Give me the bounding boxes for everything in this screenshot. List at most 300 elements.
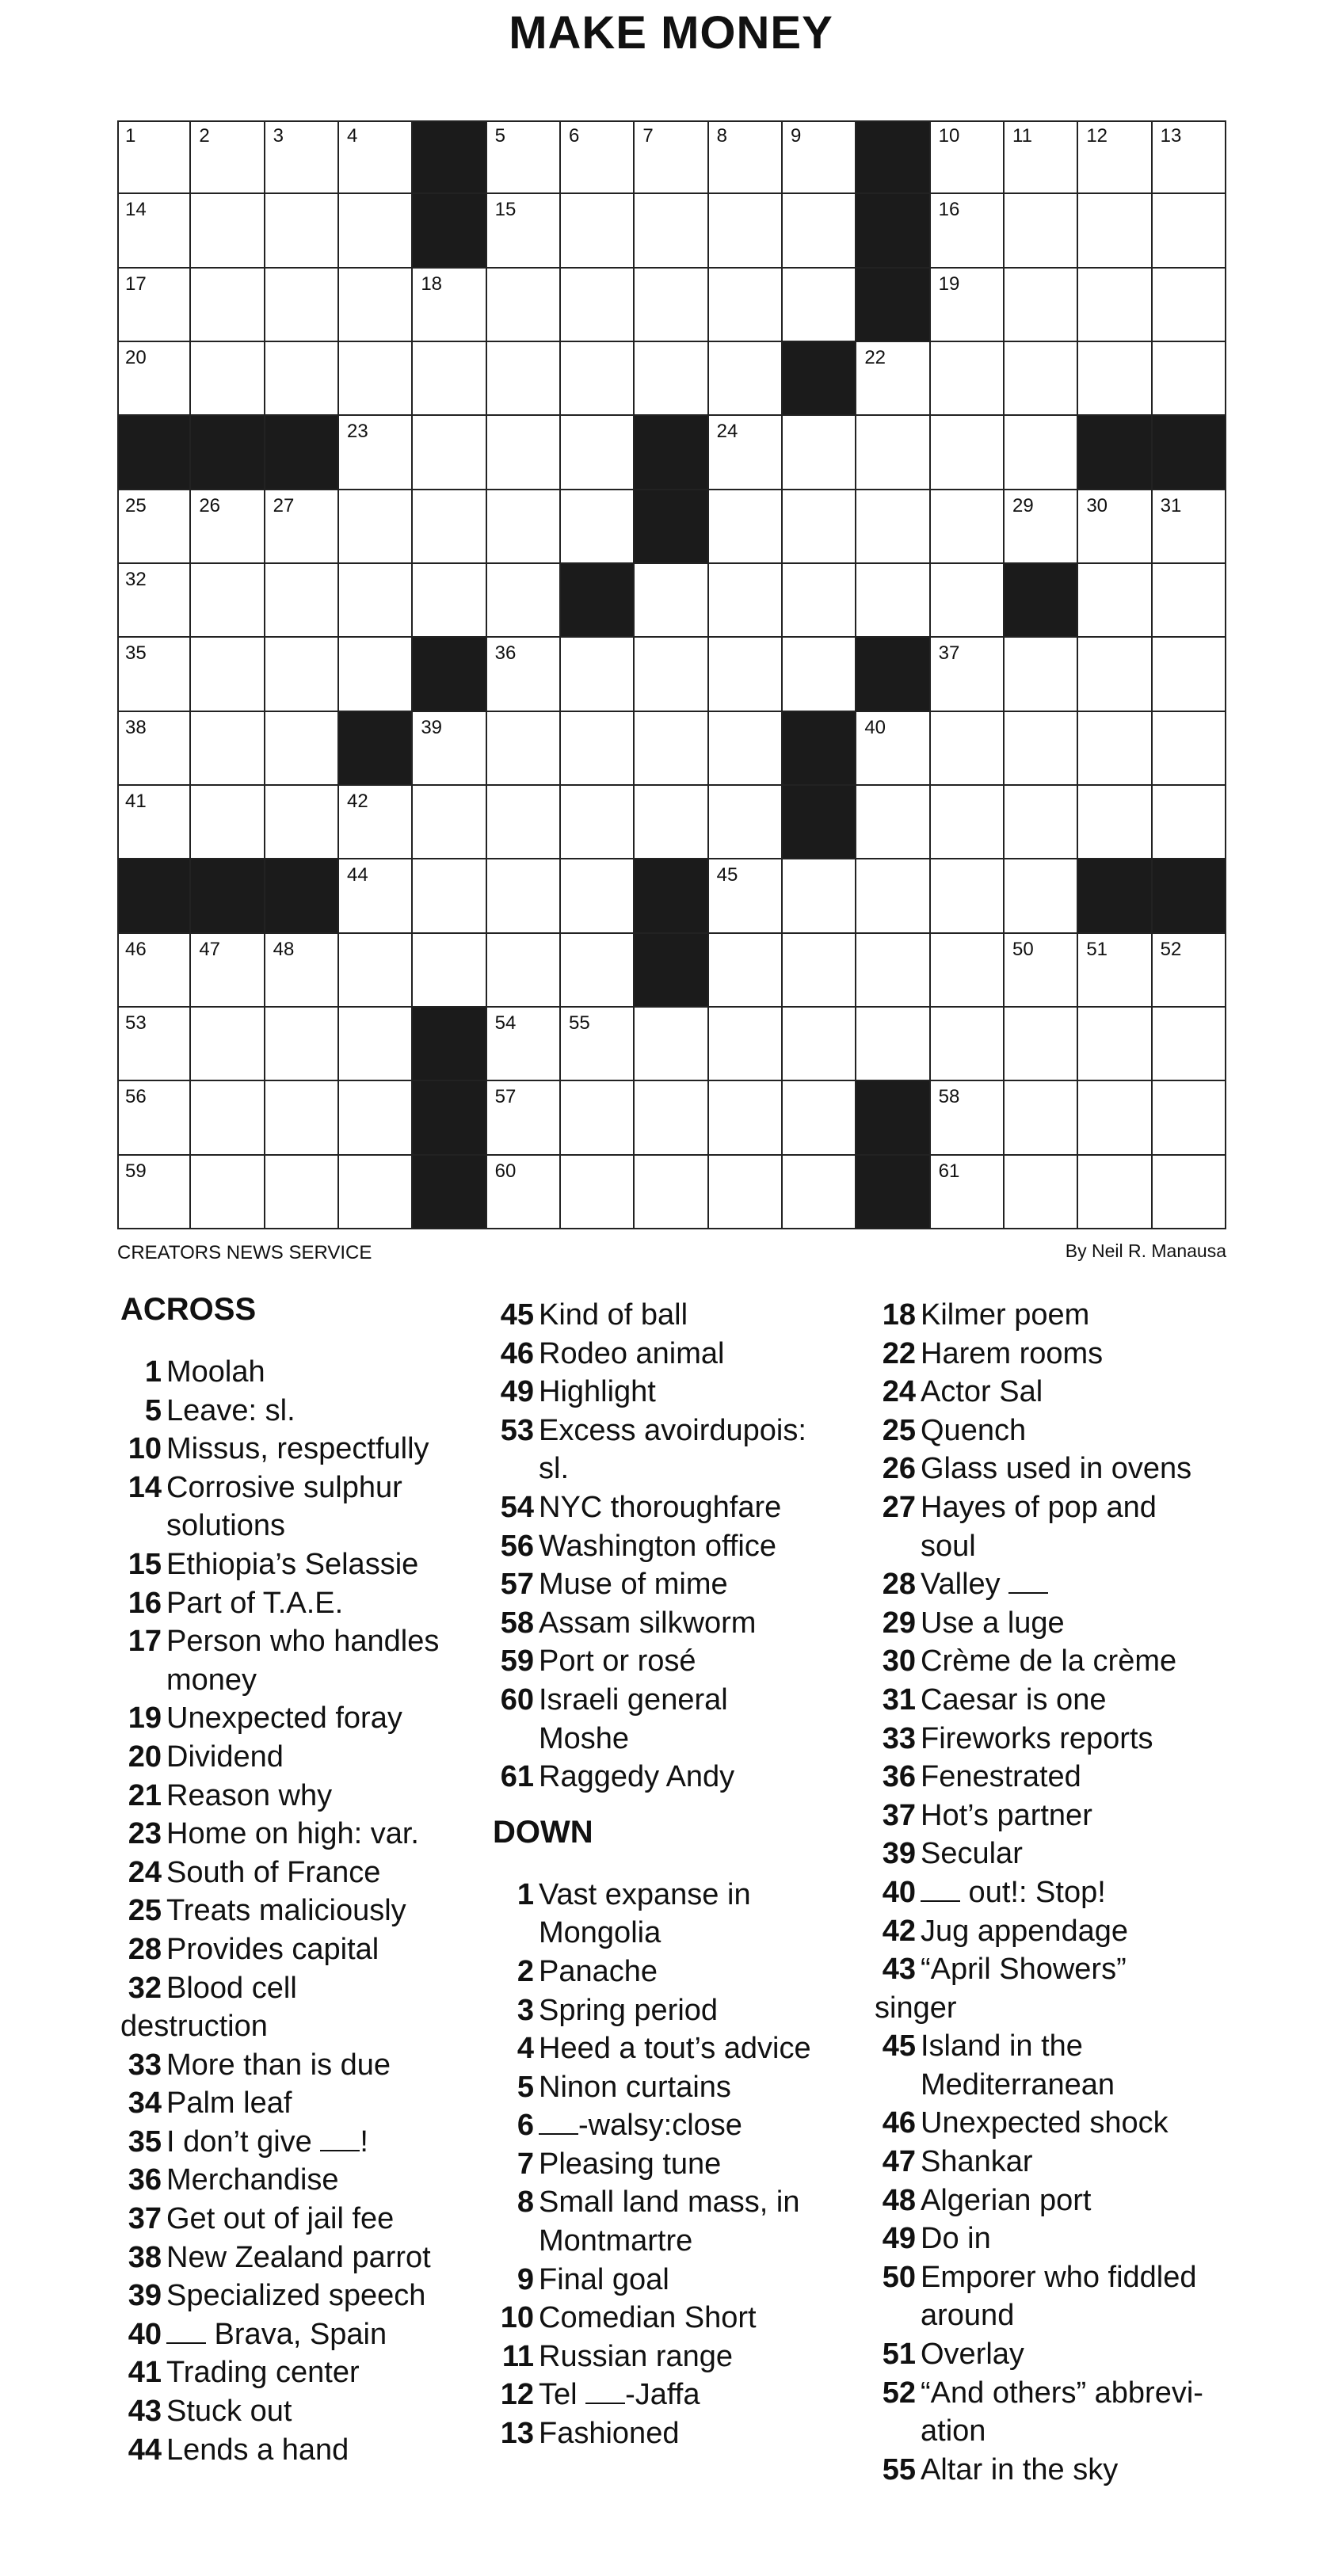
grid-cell[interactable]: [635, 712, 708, 786]
grid-cell[interactable]: [339, 194, 413, 268]
clue-text: money: [166, 1663, 257, 1697]
clue-item: [875, 1488, 1247, 1527]
grid-cell[interactable]: [1153, 120, 1226, 194]
grid-cell[interactable]: [561, 1156, 635, 1229]
grid-cell[interactable]: [191, 120, 265, 194]
black-square: [117, 859, 191, 933]
clue-number: 6: [517, 2109, 534, 2143]
grid-cell[interactable]: [931, 269, 1005, 342]
clue-text: Washington office: [539, 1529, 776, 1563]
grid-cell[interactable]: [1005, 342, 1078, 416]
grid-cell[interactable]: [191, 1008, 265, 1081]
clue-text: Caesar is one: [921, 1682, 1107, 1717]
grid-cell[interactable]: [1078, 342, 1152, 416]
clue-text: Brava, Spain: [166, 2318, 387, 2351]
clue-text: Altar in the sky: [921, 2452, 1119, 2486]
black-square: [635, 490, 708, 564]
grid-cell[interactable]: [856, 416, 930, 490]
grid-cell[interactable]: [339, 416, 413, 490]
grid-cell[interactable]: [783, 638, 856, 711]
clue-item: [120, 2315, 493, 2354]
clue-text: Algerian port: [921, 2183, 1092, 2217]
clue-item: [875, 1912, 1247, 1951]
clue-number: 35: [125, 642, 147, 665]
grid-cell[interactable]: [709, 564, 783, 638]
grid-cell[interactable]: [561, 638, 635, 711]
clue-number: 32: [128, 1971, 162, 2005]
grid-cell[interactable]: [487, 934, 561, 1008]
clue-item: [875, 1604, 1247, 1643]
clue-text: Kilmer poem: [921, 1298, 1090, 1332]
grid-cell[interactable]: [931, 342, 1005, 416]
grid-cell[interactable]: [931, 490, 1005, 564]
grid-cell[interactable]: [709, 120, 783, 194]
clue-number: 40: [882, 1875, 916, 1909]
grid-cell[interactable]: [191, 564, 265, 638]
clue-text: Dividend: [166, 1740, 284, 1774]
grid-cell[interactable]: [487, 194, 561, 268]
grid-cell[interactable]: [1153, 194, 1226, 268]
grid-cell[interactable]: [1153, 1081, 1226, 1155]
grid-cell[interactable]: [931, 416, 1005, 490]
clue-item: [120, 1969, 493, 2008]
clue-number: 40: [128, 2317, 162, 2351]
grid-cell[interactable]: [1005, 1008, 1078, 1081]
grid-cell[interactable]: [931, 1156, 1005, 1229]
grid-cell[interactable]: [487, 786, 561, 859]
black-square: [856, 194, 930, 268]
clue-number: 3: [517, 1993, 534, 2027]
grid-cell[interactable]: [709, 1008, 783, 1081]
clue-column-3: [875, 1296, 1247, 2489]
clue-number: 30: [882, 1644, 916, 1679]
clue-number: 50: [1012, 938, 1034, 960]
clue-item: [493, 2145, 865, 2184]
grid-cell[interactable]: [117, 269, 191, 342]
grid-cell[interactable]: [265, 638, 339, 711]
clue-number: 23: [347, 421, 368, 443]
clue-text: Ninon curtains: [539, 2070, 731, 2104]
clue-number: 53: [125, 1012, 147, 1034]
grid-cell[interactable]: [487, 1008, 561, 1081]
grid-cell[interactable]: [1153, 342, 1226, 416]
clue-number: 8: [716, 125, 728, 147]
grid-cell[interactable]: [783, 859, 856, 933]
grid-cell[interactable]: [487, 342, 561, 416]
grid-cell[interactable]: [117, 1081, 191, 1155]
grid-cell[interactable]: [1005, 859, 1078, 933]
grid-cell[interactable]: [1153, 564, 1226, 638]
grid-cell[interactable]: [339, 120, 413, 194]
clue-item: [120, 1622, 493, 1661]
clue-text: “April Showers”: [921, 1953, 1127, 1987]
answer-blank: [1008, 1568, 1048, 1594]
grid-cell[interactable]: [709, 1081, 783, 1155]
clue-item: [493, 1914, 865, 1953]
grid-cell[interactable]: [635, 194, 708, 268]
grid-cell[interactable]: [1153, 786, 1226, 859]
grid-cell[interactable]: [413, 786, 486, 859]
grid-cell[interactable]: [931, 859, 1005, 933]
grid-cell[interactable]: [413, 416, 486, 490]
clue-number: 14: [125, 199, 147, 221]
grid-cell[interactable]: [856, 712, 930, 786]
grid-cell[interactable]: [561, 490, 635, 564]
clue-number: 42: [347, 791, 368, 812]
clue-number: 47: [199, 938, 221, 960]
grid-cell[interactable]: [117, 786, 191, 859]
grid-cell[interactable]: [783, 1081, 856, 1155]
grid-cell[interactable]: [709, 1156, 783, 1229]
grid-cell[interactable]: [265, 786, 339, 859]
clue-item: [120, 1738, 493, 1777]
grid-cell[interactable]: [1153, 934, 1226, 1008]
grid-cell[interactable]: [709, 194, 783, 268]
grid-cell[interactable]: [1078, 120, 1152, 194]
grid-cell[interactable]: [1078, 490, 1152, 564]
grid-cell[interactable]: [709, 342, 783, 416]
clue-number: 39: [421, 716, 443, 738]
grid-cell[interactable]: [117, 342, 191, 416]
grid-cell[interactable]: [856, 490, 930, 564]
grid-cell[interactable]: [1005, 786, 1078, 859]
clue-text: Small land mass, in: [539, 2185, 800, 2220]
grid-cell[interactable]: [931, 1081, 1005, 1155]
clue-item: [875, 2182, 1247, 2220]
grid-cell[interactable]: [856, 564, 930, 638]
grid-cell[interactable]: [635, 1008, 708, 1081]
grid-cell[interactable]: [561, 416, 635, 490]
grid-cell[interactable]: [339, 269, 413, 342]
grid-cell[interactable]: [1153, 638, 1226, 711]
grid-cell[interactable]: [265, 1081, 339, 1155]
grid-cell[interactable]: [931, 934, 1005, 1008]
black-square: [191, 859, 265, 933]
clue-item: [493, 1991, 865, 2030]
grid-cell[interactable]: [487, 120, 561, 194]
clue-number: 22: [882, 1336, 916, 1370]
black-square: [1005, 564, 1078, 638]
grid-cell[interactable]: [1078, 269, 1152, 342]
grid-cell[interactable]: [265, 564, 339, 638]
clue-text: soul: [921, 1529, 976, 1563]
grid-cell[interactable]: [635, 786, 708, 859]
grid-cell[interactable]: [1078, 194, 1152, 268]
black-square: [856, 269, 930, 342]
clue-number: 20: [128, 1740, 162, 1774]
grid-cell[interactable]: [783, 416, 856, 490]
clue-text: New Zealand parrot: [166, 2240, 431, 2274]
clue-item: [120, 1930, 493, 1969]
grid-cell[interactable]: [265, 269, 339, 342]
grid-cell[interactable]: [265, 342, 339, 416]
clue-number: 10: [500, 2301, 534, 2335]
grid-cell[interactable]: [931, 1008, 1005, 1081]
clue-item: [875, 2066, 1247, 2105]
grid-cell[interactable]: [635, 564, 708, 638]
clue-text: Home on high: var.: [166, 1817, 419, 1851]
grid-cell[interactable]: [339, 1008, 413, 1081]
clue-number: 16: [938, 199, 960, 221]
grid-cell[interactable]: [265, 120, 339, 194]
clue-number: 33: [882, 1721, 916, 1755]
grid-cell[interactable]: [783, 934, 856, 1008]
clue-number: 38: [128, 2240, 162, 2274]
clue-text: Assam silkworm: [539, 1606, 757, 1640]
black-square: [856, 1081, 930, 1155]
grid-cell[interactable]: [117, 712, 191, 786]
clue-number: 17: [125, 272, 147, 295]
clue-text: Fireworks reports: [921, 1721, 1153, 1755]
clue-number: 40: [864, 716, 886, 738]
grid-cell[interactable]: [561, 269, 635, 342]
grid-cell[interactable]: [709, 859, 783, 933]
clue-item: [493, 2261, 865, 2300]
clue-item: [120, 1892, 493, 1930]
grid-cell[interactable]: [561, 342, 635, 416]
grid-cell[interactable]: [1005, 1156, 1078, 1229]
grid-cell[interactable]: [265, 934, 339, 1008]
grid-cell[interactable]: [117, 1156, 191, 1229]
clue-number: 48: [273, 938, 295, 960]
grid-cell[interactable]: [191, 490, 265, 564]
grid-cell[interactable]: [931, 120, 1005, 194]
grid-cell[interactable]: [561, 712, 635, 786]
grid-cell[interactable]: [487, 859, 561, 933]
grid-cell[interactable]: [1005, 416, 1078, 490]
grid-cell[interactable]: [783, 120, 856, 194]
grid-cell[interactable]: [191, 934, 265, 1008]
grid-cell[interactable]: [339, 638, 413, 711]
grid-cell[interactable]: [783, 269, 856, 342]
grid-cell[interactable]: [1153, 269, 1226, 342]
grid-cell[interactable]: [709, 934, 783, 1008]
grid-cell[interactable]: [265, 712, 339, 786]
clue-item: [120, 2046, 493, 2085]
grid-cell[interactable]: [856, 342, 930, 416]
grid-cell[interactable]: [117, 490, 191, 564]
grid-cell[interactable]: [339, 1081, 413, 1155]
grid-cell[interactable]: [487, 564, 561, 638]
grid-cell[interactable]: [191, 269, 265, 342]
clue-text: Secular: [921, 1837, 1023, 1871]
clue-item: [875, 1373, 1247, 1412]
grid-cell[interactable]: [856, 786, 930, 859]
grid-cell[interactable]: [856, 859, 930, 933]
grid-cell[interactable]: [191, 638, 265, 711]
clue-number: 27: [273, 494, 295, 516]
grid-cell[interactable]: [487, 269, 561, 342]
clue-text: Blood cell: [166, 1971, 297, 2005]
grid-cell[interactable]: [709, 638, 783, 711]
grid-cell[interactable]: [561, 1008, 635, 1081]
grid-cell[interactable]: [931, 564, 1005, 638]
grid-cell[interactable]: [1153, 1008, 1226, 1081]
grid-cell[interactable]: [487, 490, 561, 564]
grid-cell[interactable]: [191, 786, 265, 859]
grid-cell[interactable]: [783, 194, 856, 268]
grid-cell[interactable]: [117, 194, 191, 268]
grid-cell[interactable]: [783, 1008, 856, 1081]
grid-cell[interactable]: [1005, 1081, 1078, 1155]
grid-cell[interactable]: [635, 1081, 708, 1155]
clue-number: 36: [882, 1760, 916, 1794]
grid-cell[interactable]: [487, 416, 561, 490]
grid-cell[interactable]: [487, 1156, 561, 1229]
grid-cell[interactable]: [339, 490, 413, 564]
black-square: [783, 342, 856, 416]
grid-cell[interactable]: [635, 269, 708, 342]
grid-cell[interactable]: [191, 1081, 265, 1155]
grid-cell[interactable]: [265, 194, 339, 268]
grid-cell[interactable]: [561, 786, 635, 859]
clue-text: Mediterranean: [921, 2067, 1115, 2102]
clue-number: 50: [882, 2260, 916, 2294]
clue-number: 14: [128, 1470, 162, 1504]
grid-cell[interactable]: [561, 859, 635, 933]
down-clue-list-continued: [875, 1296, 1247, 2489]
grid-cell[interactable]: [1078, 712, 1152, 786]
grid-cell[interactable]: [117, 120, 191, 194]
grid-cell[interactable]: [413, 859, 486, 933]
grid-cell[interactable]: [931, 712, 1005, 786]
clue-item: [493, 2029, 865, 2068]
grid-cell[interactable]: [339, 859, 413, 933]
grid-cell[interactable]: [191, 712, 265, 786]
grid-cell[interactable]: [1153, 712, 1226, 786]
grid-cell[interactable]: [117, 638, 191, 711]
grid-cell[interactable]: [1078, 1008, 1152, 1081]
clue-number: 19: [938, 272, 960, 295]
grid-cell[interactable]: [191, 1156, 265, 1229]
grid-cell[interactable]: [339, 1156, 413, 1229]
grid-cell[interactable]: [117, 1008, 191, 1081]
clue-item: [493, 2299, 865, 2338]
clue-item: [120, 2277, 493, 2315]
grid-cell[interactable]: [856, 1008, 930, 1081]
grid-cell[interactable]: [1005, 194, 1078, 268]
clue-number: 34: [128, 2086, 162, 2121]
clue-number: 52: [1160, 938, 1182, 960]
grid-cell[interactable]: [783, 490, 856, 564]
grid-cell[interactable]: [487, 638, 561, 711]
clue-number: 26: [882, 1452, 916, 1486]
grid-cell[interactable]: [413, 490, 486, 564]
clue-item: [875, 1335, 1247, 1374]
clue-text: out!: Stop!: [921, 1876, 1106, 1909]
clue-item: [875, 2104, 1247, 2143]
grid-cell[interactable]: [1153, 490, 1226, 564]
clue-item: [120, 2392, 493, 2431]
grid-cell[interactable]: [265, 490, 339, 564]
clue-number: 6: [569, 125, 580, 147]
grid-cell[interactable]: [709, 416, 783, 490]
grid-cell[interactable]: [339, 934, 413, 1008]
grid-cell[interactable]: [635, 638, 708, 711]
clue-number: 30: [1086, 494, 1108, 516]
grid-cell[interactable]: [1005, 638, 1078, 711]
clue-number: 10: [938, 125, 960, 147]
grid-cell[interactable]: [265, 1008, 339, 1081]
grid-cell[interactable]: [339, 564, 413, 638]
clue-text: Russian range: [539, 2339, 734, 2373]
grid-cell[interactable]: [561, 1081, 635, 1155]
grid-cell[interactable]: [561, 120, 635, 194]
grid-cell[interactable]: [931, 638, 1005, 711]
clue-number: 29: [882, 1606, 916, 1640]
grid-cell[interactable]: [413, 564, 486, 638]
grid-cell[interactable]: [117, 934, 191, 1008]
grid-cell[interactable]: [1005, 934, 1078, 1008]
grid-cell[interactable]: [709, 490, 783, 564]
grid-cell[interactable]: [487, 1081, 561, 1155]
grid-cell[interactable]: [1078, 1081, 1152, 1155]
grid-cell[interactable]: [635, 342, 708, 416]
grid-cell[interactable]: [709, 786, 783, 859]
grid-cell[interactable]: [265, 1156, 339, 1229]
grid-cell[interactable]: [1078, 638, 1152, 711]
grid-cell[interactable]: [709, 269, 783, 342]
clue-item: [120, 2239, 493, 2277]
grid-cell[interactable]: [1078, 934, 1152, 1008]
grid-cell[interactable]: [117, 564, 191, 638]
grid-cell[interactable]: [561, 934, 635, 1008]
grid-cell[interactable]: [1078, 564, 1152, 638]
grid-cell[interactable]: [191, 194, 265, 268]
grid-cell[interactable]: [413, 342, 486, 416]
clue-item: [120, 1699, 493, 1738]
grid-cell[interactable]: [783, 564, 856, 638]
clue-number: 1: [144, 1355, 162, 1389]
grid-cell[interactable]: [191, 342, 265, 416]
clue-text: -walsy:close: [539, 2109, 742, 2142]
grid-cell[interactable]: [931, 786, 1005, 859]
grid-cell[interactable]: [413, 269, 486, 342]
clue-item: [493, 1488, 865, 1527]
grid-cell[interactable]: [413, 712, 486, 786]
grid-cell[interactable]: [1005, 120, 1078, 194]
clue-number: 46: [125, 938, 147, 960]
clue-number: 57: [500, 1568, 534, 1602]
grid-cell[interactable]: [561, 194, 635, 268]
grid-cell[interactable]: [1005, 712, 1078, 786]
grid-cell[interactable]: [1078, 1156, 1152, 1229]
grid-cell[interactable]: [1078, 786, 1152, 859]
grid-cell[interactable]: [487, 712, 561, 786]
grid-cell[interactable]: [783, 1156, 856, 1229]
black-square: [783, 712, 856, 786]
grid-cell[interactable]: [931, 194, 1005, 268]
grid-cell[interactable]: [413, 934, 486, 1008]
grid-cell[interactable]: [1005, 269, 1078, 342]
grid-cell[interactable]: [635, 1156, 708, 1229]
clue-item: [493, 1450, 865, 1488]
clue-text: Leave: sl.: [166, 1393, 295, 1427]
grid-cell[interactable]: [1153, 1156, 1226, 1229]
grid-cell[interactable]: [709, 712, 783, 786]
clue-number: 57: [494, 1086, 517, 1108]
grid-cell[interactable]: [339, 342, 413, 416]
clue-item: [875, 1527, 1247, 1566]
clue-text: Mongolia: [539, 1916, 661, 1950]
clue-text: Stuck out: [166, 2395, 292, 2429]
grid-cell[interactable]: [1005, 490, 1078, 564]
clue-item: [120, 2007, 493, 2046]
grid-cell[interactable]: [339, 786, 413, 859]
black-square: [413, 1156, 486, 1229]
grid-cell[interactable]: [635, 120, 708, 194]
grid-cell[interactable]: [856, 934, 930, 1008]
